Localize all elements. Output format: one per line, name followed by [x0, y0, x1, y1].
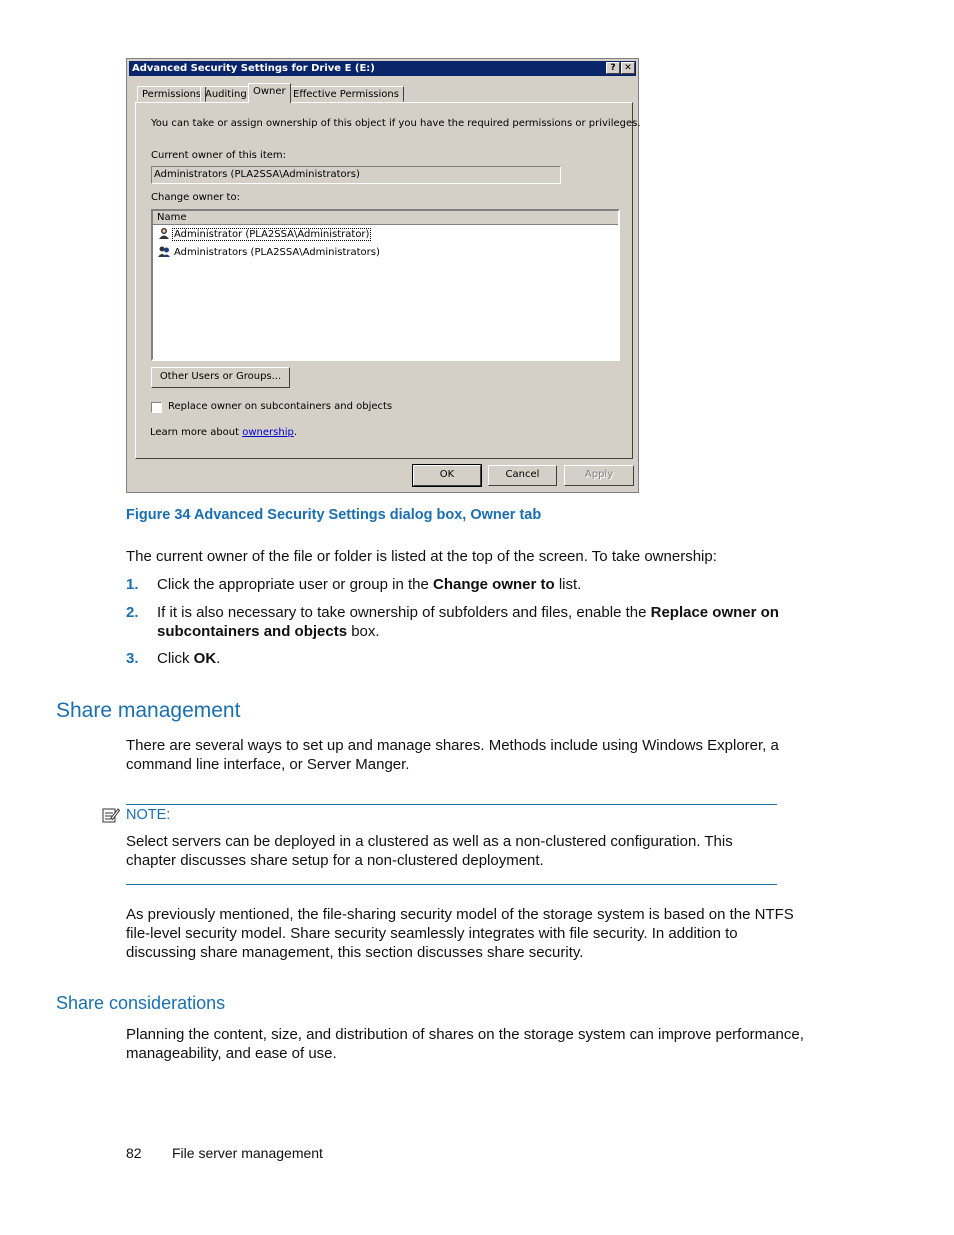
footer-chapter: File server management	[172, 1145, 323, 1161]
step-1	[126, 575, 806, 594]
intro-paragraph: The current owner of the file or folder is listed at the top of the screen. To take ownership:	[126, 548, 717, 565]
step-text-post: .	[216, 650, 221, 667]
step-3	[126, 649, 806, 668]
note-text: Select servers can be deployed in a clustered as well as a non-clustered configuration. This chapter discusses share setup for a non-clustered deployment.	[126, 833, 733, 869]
group-icon	[158, 245, 170, 257]
close-button[interactable]: ✕	[621, 62, 635, 74]
subsection-heading: Share considerations	[56, 993, 226, 1013]
tab-owner[interactable]: Owner	[248, 83, 291, 103]
tab-auditing[interactable]: Auditing	[200, 86, 252, 102]
change-owner-label: Change owner to:	[151, 192, 240, 203]
learn-more-text	[150, 427, 297, 438]
note-icon	[102, 807, 120, 828]
section-paragraph: There are several ways to set up and manage shares. Methods include using Windows Explorer, a command line interface, or Server Manger.	[126, 737, 779, 773]
step-text-bold: Change owner to	[432, 576, 555, 593]
tab-permissions[interactable]: Permissions	[137, 86, 206, 102]
considerations-paragraph: Planning the content, size, and distribution of shares on the storage system can improve performance, manageability, and ease of use.	[126, 1026, 804, 1062]
list-header-name[interactable]: Name	[153, 211, 618, 225]
list-item-administrators[interactable]	[158, 245, 381, 261]
current-owner-label: Current owner of this item:	[151, 150, 287, 161]
step-text-post: box.	[347, 623, 380, 640]
list-item-label: Administrators (PLA2SSA\Administrators)	[174, 247, 380, 258]
list-item-label: Administrator (PLA2SSA\Administrator)	[174, 229, 370, 240]
ownership-link[interactable]: ownership	[242, 427, 294, 438]
step-text	[157, 603, 787, 641]
step-text-post: list.	[554, 576, 582, 593]
step-number: 2.	[126, 604, 139, 621]
section-heading: Share management	[56, 699, 241, 722]
learn-more-suffix: .	[293, 427, 298, 438]
apply-button[interactable]: Apply	[564, 465, 634, 486]
step-text-pre: If it is also necessary to take ownership of subfolders and files, enable the	[157, 604, 651, 621]
step-number: 3.	[126, 650, 139, 667]
note-label: NOTE:	[126, 807, 171, 823]
step-text-bold: Replace owner on subcontainers and objects	[157, 604, 779, 640]
step-text-pre: Click	[157, 650, 194, 667]
step-text	[157, 649, 806, 668]
security-model-paragraph: As previously mentioned, the file-sharing security model of the storage system is based on the NTFS file-level security model. Share security seamlessly integrates with file security. In addition to discussing share management, this section discusses share security.	[126, 906, 794, 961]
owner-intro-text: You can take or assign ownership of this object if you have the required permissions or privileges.	[151, 118, 641, 129]
change-owner-list[interactable]	[151, 209, 620, 361]
tab-effective-permissions[interactable]: Effective Permissions	[288, 86, 404, 102]
list-item-administrator[interactable]	[158, 227, 370, 243]
replace-owner-checkbox[interactable]	[151, 402, 162, 413]
advanced-security-dialog	[126, 58, 639, 493]
step-2	[126, 603, 806, 641]
note-top-rule	[126, 804, 777, 805]
dialog-title: Advanced Security Settings for Drive E (E:)	[132, 63, 375, 74]
replace-owner-label: Replace owner on subcontainers and objects	[168, 401, 393, 412]
current-owner-field: Administrators (PLA2SSA\Administrators)	[151, 166, 561, 184]
other-users-groups-button[interactable]: Other Users or Groups...	[151, 367, 290, 388]
ok-button[interactable]: OK	[413, 465, 481, 486]
figure-caption: Figure 34 Advanced Security Settings dialog box, Owner tab	[126, 507, 542, 523]
user-icon	[158, 227, 170, 239]
step-text-pre: Click the appropriate user or group in the	[157, 576, 433, 593]
learn-more-prefix: Learn more about	[150, 427, 243, 438]
step-text-bold: OK	[193, 650, 217, 667]
page-number: 82	[126, 1145, 142, 1161]
step-number: 1.	[126, 576, 139, 593]
step-text	[157, 575, 806, 594]
cancel-button[interactable]: Cancel	[488, 465, 557, 486]
note-bottom-rule	[126, 884, 777, 885]
owner-tab-panel	[135, 102, 641, 459]
dialog-titlebar	[129, 61, 636, 76]
help-button[interactable]: ?	[606, 62, 620, 74]
